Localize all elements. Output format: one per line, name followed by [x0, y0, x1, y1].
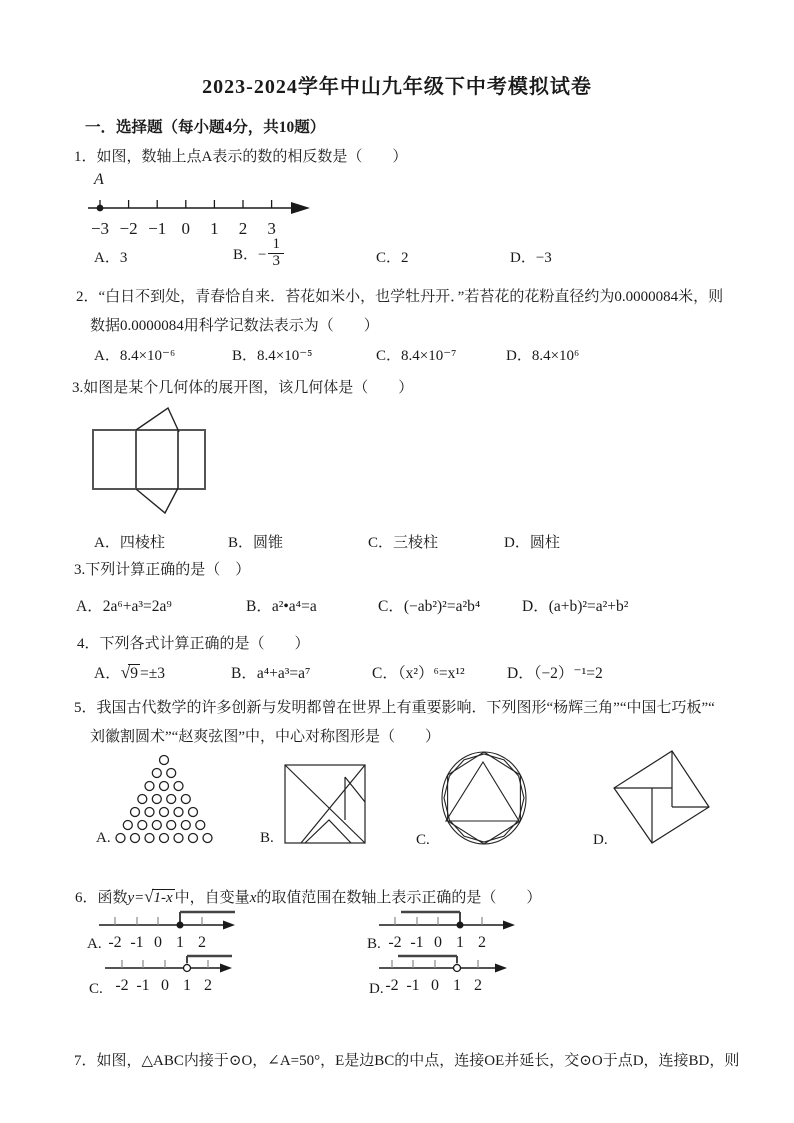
- q3a-stem: 3.如图是某个几何体的展开图，该几何体是（ ）: [72, 380, 414, 396]
- q6-stem-post: 的取值范围在数轴上表示正确的是（ ）: [256, 890, 542, 906]
- q7-stem: 7．如图，△ABC内接于⊙O，∠A=50°，E是边BC的中点，连接OE并延长，交⊙O于点D，连接BD，则: [74, 1053, 740, 1069]
- q1-option-b-prefix: B．−: [233, 246, 267, 263]
- q6-stem-mid: 中，自变量: [174, 890, 250, 906]
- tick-label: 2: [198, 934, 206, 951]
- q2-stem-line2: 数据0.0000084用科学记数法表示为（ ）: [90, 318, 379, 334]
- q2-option-b: B．8.4×10⁻⁵: [232, 348, 313, 364]
- tick-label: 1: [453, 977, 461, 994]
- tick-label: 1: [456, 934, 464, 951]
- fraction-numerator: 1: [268, 237, 284, 254]
- fraction: [268, 237, 284, 270]
- q2-option-a: A．8.4×10⁻⁶: [94, 348, 176, 364]
- tick-label: 0: [154, 934, 162, 951]
- arrow-right-icon: [220, 964, 232, 973]
- tick-label: −2: [119, 219, 138, 238]
- tick-label: 2: [474, 977, 482, 994]
- section-header: 一．选择题（每小题4分，共10题）: [85, 119, 326, 136]
- tick-label: 0: [181, 219, 191, 238]
- tick-label: 3: [267, 219, 276, 238]
- q1-option-a: A．3: [94, 250, 128, 266]
- arrow-right-icon: [495, 964, 507, 973]
- q1-option-b: [233, 230, 284, 276]
- q3b-option-a: A．2a⁶+a³=2a⁹: [76, 598, 172, 615]
- figure-label: B.: [367, 936, 381, 952]
- q4-option-d: D．（−2）⁻¹=2: [507, 665, 603, 682]
- q4-stem: 4．下列各式计算正确的是（ ）: [77, 636, 310, 652]
- fraction-denominator: 3: [272, 252, 280, 269]
- q4-option-a: [94, 661, 165, 683]
- q5-figure-label-b: B.: [260, 830, 274, 846]
- open-endpoint-circle: [184, 965, 191, 972]
- sqrt-sign: √: [120, 663, 131, 682]
- q5-figure-label-a: A.: [96, 830, 111, 846]
- q2-option-c: C．8.4×10⁻⁷: [376, 348, 457, 364]
- open-endpoint-circle: [454, 965, 461, 972]
- q3a-option-a: A．四棱柱: [94, 535, 165, 551]
- q3b-option-c: C．(−ab²)²=a²b⁴: [378, 598, 481, 615]
- arrow-right-icon: [223, 921, 235, 930]
- tick-label: -2: [108, 934, 122, 951]
- q1-stem: 1．如图，数轴上点A表示的数的相反数是（ ）: [74, 149, 408, 165]
- q3b-stem: 3.下列计算正确的是（ ）: [74, 562, 251, 578]
- prism-net-figure: [90, 402, 216, 520]
- tick-label: -1: [136, 977, 150, 994]
- q3a-option-c: C．三棱柱: [368, 535, 439, 551]
- point-a-dot: [97, 205, 104, 212]
- figure-label: D.: [369, 981, 384, 997]
- tick-label: 0: [434, 934, 442, 951]
- q6-var-x: x: [249, 890, 257, 906]
- tick-label: 2: [478, 934, 486, 951]
- q6-stem-pre: 6．函数: [75, 890, 128, 906]
- tick-label: 2: [238, 219, 248, 238]
- tick-label: -2: [385, 977, 399, 994]
- zhaoshuang-chord-figure: [606, 744, 718, 850]
- q6-formula-var: y=: [127, 890, 145, 906]
- closed-endpoint-dot: [177, 922, 184, 929]
- figure-label: C.: [89, 981, 103, 997]
- q5-figure-label-d: D.: [593, 832, 608, 848]
- q5-stem-line1: 5．我国古代数学的许多创新与发明都曾在世界上有重要影响．下列图形“杨辉三角”“中国七巧板”“: [74, 700, 715, 716]
- point-a-label: A: [94, 171, 104, 188]
- q6-number-line-d: [365, 946, 525, 998]
- q3b-option-b: B．a²•a⁴=a: [246, 598, 317, 615]
- sqrt-sign: √: [144, 887, 154, 906]
- q1-number-line-figure: [86, 160, 326, 244]
- q2-option-d: D．8.4×10⁶: [506, 348, 580, 364]
- q4-option-c: C．（x²）⁶=x¹²: [372, 665, 465, 682]
- tick-label: -1: [130, 934, 144, 951]
- q3b-option-d: D．(a+b)²=a²+b²: [522, 598, 629, 615]
- q1-option-c: C．2: [376, 250, 409, 266]
- circle-cutting-figure: [438, 749, 530, 847]
- q5-figure-label-c: C.: [416, 832, 430, 848]
- tangram-figure: [283, 763, 371, 847]
- q1-option-d: D．−3: [510, 250, 552, 266]
- q4-option-a-radicand: 9: [130, 665, 138, 682]
- tick-label: 1: [183, 977, 191, 994]
- q5-stem-line2: 刘徽割圆术”“赵爽弦图”中，中心对称图形是（ ）: [90, 729, 440, 745]
- arrow-right-icon: [291, 202, 310, 214]
- closed-endpoint-dot: [457, 922, 464, 929]
- q4-option-b: B．a⁴+a³=a⁷: [231, 665, 311, 682]
- tick-label: -1: [406, 977, 420, 994]
- q3a-option-b: B．圆锥: [228, 535, 284, 551]
- page-title: 2023-2024学年中山九年级下中考模拟试卷: [202, 76, 592, 98]
- tick-label: −3: [90, 219, 110, 238]
- tick-label: 0: [431, 977, 439, 994]
- tick-label: 1: [176, 934, 184, 951]
- tick-label: 2: [204, 977, 212, 994]
- figure-label: A.: [87, 936, 102, 952]
- q4-option-a-suffix: =±3: [139, 665, 165, 682]
- tick-label: 1: [210, 219, 219, 238]
- q3a-option-d: D．圆柱: [504, 535, 560, 551]
- tick-label: -2: [388, 934, 402, 951]
- tick-label: -2: [115, 977, 129, 994]
- tick-label: −1: [148, 219, 167, 238]
- arrow-right-icon: [503, 921, 515, 930]
- q6-number-line-c: [85, 946, 245, 998]
- q6-radicand: 1-x: [153, 890, 173, 906]
- tick-label: -1: [410, 934, 424, 951]
- tick-label: 0: [161, 977, 169, 994]
- q4-option-a-prefix: A．: [94, 665, 121, 682]
- q2-stem-line1: 2．“白日不到处，青春恰自来．苔花如米小，也学牡丹开．”若苔花的花粉直径约为0.0000084米，则: [76, 289, 724, 305]
- yanghui-triangle-figure: [108, 748, 220, 848]
